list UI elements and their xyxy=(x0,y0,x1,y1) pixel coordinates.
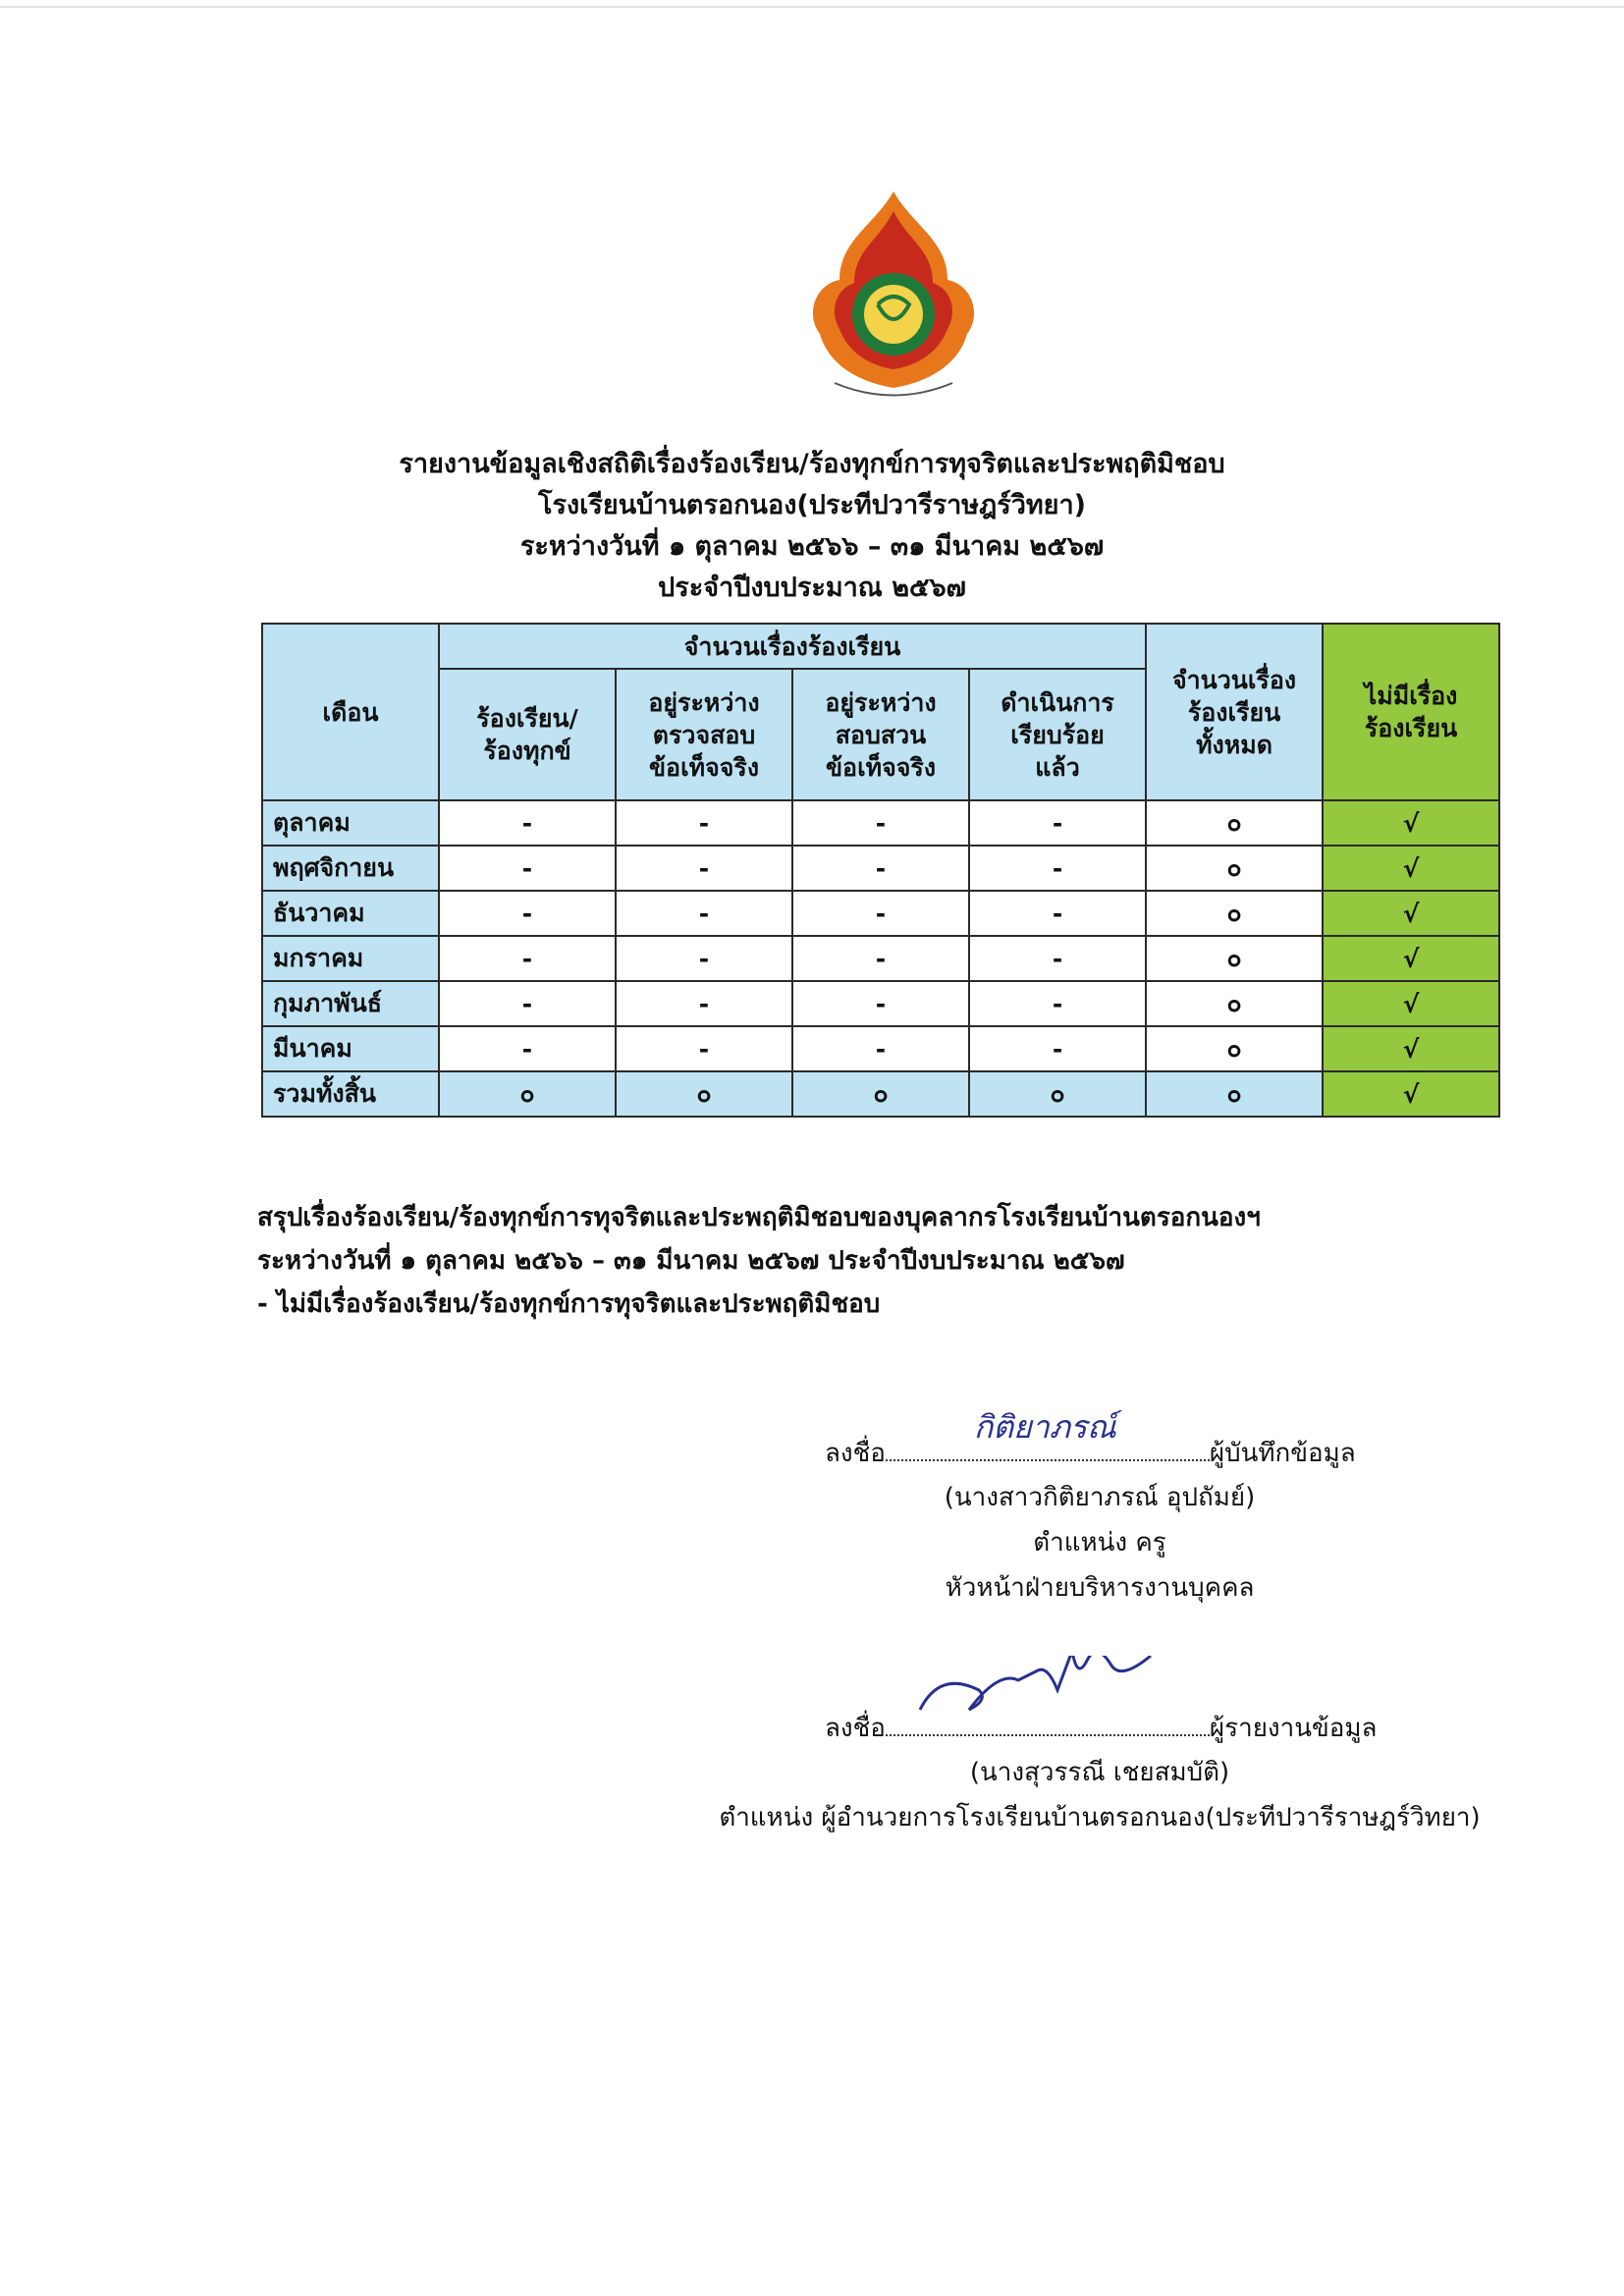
header-month: เดือน xyxy=(262,624,439,800)
school-emblem-logo xyxy=(776,187,1011,412)
value-cell: - xyxy=(616,1026,792,1071)
signature-role: ผู้บันทึกข้อมูล xyxy=(1209,1439,1356,1468)
value-cell: - xyxy=(439,800,616,846)
total-cell: ๐ xyxy=(1146,846,1323,891)
summary-line: สรุปเรื่องร้องเรียน/ร้องทุกข์การทุจริตและประพฤติมิชอบของบุคลากรโรงเรียนบ้านตรอกนองฯ xyxy=(257,1203,1261,1232)
title-line: ประจำปีงบประมาณ ๒๕๖๗ xyxy=(658,573,966,603)
summary-line: ระหว่างวันที่ ๑ ตุลาคม ๒๕๖๖ – ๓๑ มีนาคม ๒๕๖๗ ประจำปีงบประมาณ ๒๕๖๗ xyxy=(257,1246,1125,1276)
table-row xyxy=(262,891,1499,936)
signature-prefix: ลงชื่อ xyxy=(825,1439,886,1468)
value-cell: - xyxy=(792,981,969,1026)
value-cell: - xyxy=(969,981,1146,1026)
total-cell: ๐ xyxy=(1146,1026,1323,1071)
month-cell: ตุลาคม xyxy=(262,800,439,846)
value-cell: - xyxy=(616,891,792,936)
recorder-unit: หัวหน้าฝ่ายบริหารงานบุคคล xyxy=(945,1573,1255,1603)
check-mark-cell: √ xyxy=(1323,800,1499,846)
signature-role: ผู้รายงานข้อมูล xyxy=(1209,1714,1378,1743)
title-line: โรงเรียนบ้านตรอกนอง(ประทีปวารีราษฎร์วิทยา) xyxy=(537,490,1087,520)
value-cell: - xyxy=(969,1026,1146,1071)
check-mark-cell: √ xyxy=(1323,981,1499,1026)
value-cell: - xyxy=(439,981,616,1026)
header-no-complaints: ไม่มีเรื่อง ร้องเรียน xyxy=(1323,624,1499,800)
value-cell: - xyxy=(616,981,792,1026)
value-cell: - xyxy=(792,891,969,936)
signature-prefix: ลงชื่อ xyxy=(825,1714,886,1743)
signature-line xyxy=(886,1705,1210,1736)
check-mark-cell: √ xyxy=(1323,1026,1499,1071)
recorder-name: (นางสาวกิติยาภรณ์ อุปถัมย์) xyxy=(944,1483,1256,1512)
table-row xyxy=(262,936,1499,981)
month-cell: กุมภาพันธ์ xyxy=(262,981,439,1026)
header-under-investigation: อยู่ระหว่าง สอบสวน ข้อเท็จจริง xyxy=(792,669,969,800)
total-cell: ๐ xyxy=(1146,936,1323,981)
total-cell: ๐ xyxy=(1146,800,1323,846)
scan-edge-line xyxy=(0,6,1624,8)
month-cell: พฤศจิกายน xyxy=(262,846,439,891)
value-cell: - xyxy=(969,800,1146,846)
table-row xyxy=(262,1026,1499,1071)
signature-block-recorder xyxy=(825,1408,1356,1476)
value-cell: - xyxy=(792,936,969,981)
total-cell: ๐ xyxy=(1146,1071,1323,1117)
check-mark-cell: √ xyxy=(1323,846,1499,891)
recorder-position: ตำแหน่ง ครู xyxy=(1033,1528,1166,1558)
reporter-name: (นางสุวรรณี เชยสมบัติ) xyxy=(969,1758,1230,1787)
value-cell: - xyxy=(616,800,792,846)
reporter-details xyxy=(648,1750,1551,1840)
value-cell: - xyxy=(616,846,792,891)
month-cell: มีนาคม xyxy=(262,1026,439,1071)
signature-block-reporter xyxy=(825,1705,1377,1751)
check-mark-cell: √ xyxy=(1323,1071,1499,1117)
report-title xyxy=(0,444,1624,609)
value-cell: ๐ xyxy=(792,1071,969,1117)
title-line: ระหว่างวันที่ ๑ ตุลาคม ๒๕๖๖ – ๓๑ มีนาคม ๒๕๖๗ xyxy=(519,531,1105,562)
value-cell: - xyxy=(616,936,792,981)
value-cell: - xyxy=(439,891,616,936)
month-cell: มกราคม xyxy=(262,936,439,981)
total-label-cell: รวมทั้งสิ้น xyxy=(262,1071,439,1117)
table-total-row xyxy=(262,1071,1499,1117)
value-cell: ๐ xyxy=(439,1071,616,1117)
value-cell: - xyxy=(792,846,969,891)
value-cell: - xyxy=(439,1026,616,1071)
value-cell: - xyxy=(969,891,1146,936)
table-row xyxy=(262,800,1499,846)
header-under-review: อยู่ระหว่าง ตรวจสอบ ข้อเท็จจริง xyxy=(616,669,792,800)
value-cell: - xyxy=(439,846,616,891)
reporter-position: ตำแหน่ง ผู้อำนวยการโรงเรียนบ้านตรอกนอง(ประทีปวารีราษฎร์วิทยา) xyxy=(719,1803,1481,1832)
title-line: รายงานข้อมูลเชิงสถิติเรื่องร้องเรียน/ร้องทุกข์การทุจริตและประพฤติมิชอบ xyxy=(399,449,1225,479)
value-cell: - xyxy=(792,800,969,846)
summary-section xyxy=(257,1196,1534,1326)
header-total-complaints: จำนวนเรื่อง ร้องเรียน ทั้งหมด xyxy=(1146,624,1323,800)
table-row xyxy=(262,981,1499,1026)
value-cell: - xyxy=(792,1026,969,1071)
complaint-statistics-table xyxy=(261,623,1500,1118)
signature-line xyxy=(886,1408,1210,1461)
value-cell: ๐ xyxy=(616,1071,792,1117)
total-cell: ๐ xyxy=(1146,891,1323,936)
header-completed: ดำเนินการ เรียบร้อย แล้ว xyxy=(969,669,1146,800)
summary-line: - ไม่มีเรื่องร้องเรียน/ร้องทุกข์การทุจริตและประพฤติมิชอบ xyxy=(257,1289,881,1319)
header-complaint-count: จำนวนเรื่องร้องเรียน xyxy=(439,624,1146,669)
recorder-details xyxy=(825,1475,1375,1611)
header-complaint: ร้องเรียน/ ร้องทุกข์ xyxy=(439,669,616,800)
table-row xyxy=(262,846,1499,891)
handwritten-signature-scribble xyxy=(915,1656,1210,1724)
value-cell: - xyxy=(439,936,616,981)
value-cell: - xyxy=(969,846,1146,891)
check-mark-cell: √ xyxy=(1323,891,1499,936)
value-cell: ๐ xyxy=(969,1071,1146,1117)
value-cell: - xyxy=(969,936,1146,981)
month-cell: ธันวาคม xyxy=(262,891,439,936)
check-mark-cell: √ xyxy=(1323,936,1499,981)
total-cell: ๐ xyxy=(1146,981,1323,1026)
handwritten-signature: กิติยาภรณ์ xyxy=(973,1408,1116,1446)
